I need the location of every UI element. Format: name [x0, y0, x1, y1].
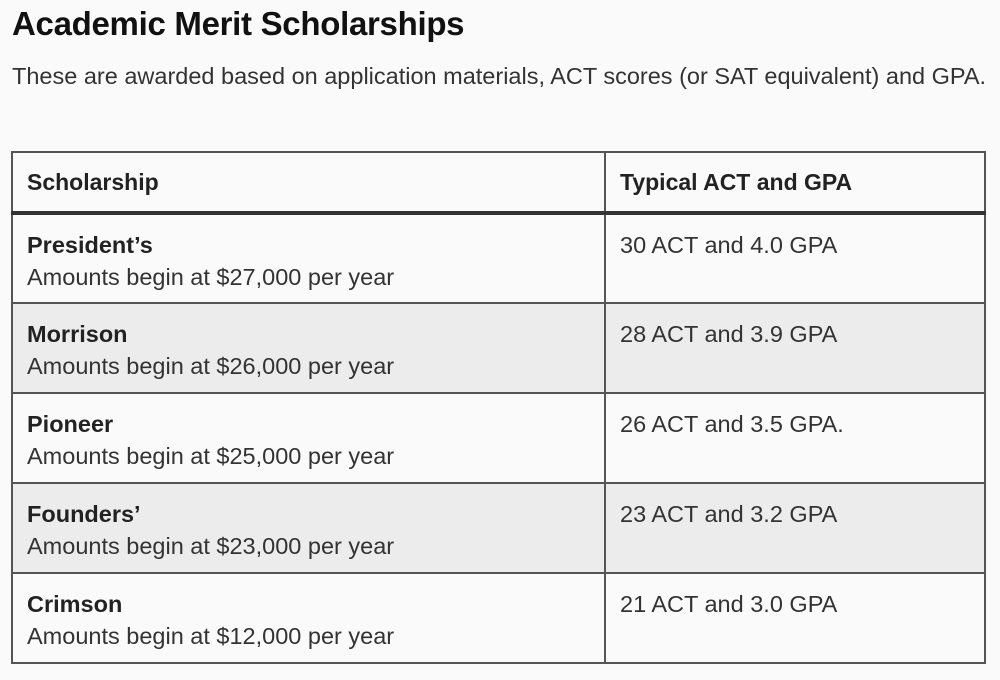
scholarship-amount: Amounts begin at $27,000 per year	[27, 264, 395, 290]
column-header-scholarship: Scholarship	[12, 152, 605, 213]
table-row	[12, 393, 985, 483]
page-title: Academic Merit Scholarships	[12, 5, 465, 42]
requirement-cell: 21 ACT and 3.0 GPA	[605, 573, 985, 663]
scholarship-cell	[12, 393, 605, 483]
table-header-row	[12, 152, 985, 213]
table-row	[12, 483, 985, 573]
table-row	[12, 573, 985, 663]
scholarship-cell	[12, 303, 605, 393]
column-header-act-gpa: Typical ACT and GPA	[605, 152, 985, 213]
table-header	[12, 152, 985, 213]
scholarship-name: Pioneer	[27, 411, 114, 437]
scholarship-cell	[12, 213, 605, 303]
scholarship-amount: Amounts begin at $23,000 per year	[27, 533, 395, 559]
scholarship-name: Crimson	[27, 591, 123, 617]
table-row	[12, 213, 985, 303]
scholarship-cell	[12, 573, 605, 663]
requirement-cell: 26 ACT and 3.5 GPA.	[605, 393, 985, 483]
scholarship-name: President’s	[27, 232, 153, 258]
table-body	[12, 213, 985, 663]
requirement-cell: 30 ACT and 4.0 GPA	[605, 213, 985, 303]
scholarship-amount: Amounts begin at $26,000 per year	[27, 353, 395, 379]
scholarship-amount: Amounts begin at $12,000 per year	[27, 623, 395, 649]
scholarship-table	[11, 151, 986, 664]
scholarship-name: Founders’	[27, 501, 141, 527]
requirement-cell: 23 ACT and 3.2 GPA	[605, 483, 985, 573]
requirement-cell: 28 ACT and 3.9 GPA	[605, 303, 985, 393]
intro-text: These are awarded based on application materials, ACT scores (or SAT equivalent) and GPA.	[12, 63, 987, 89]
scholarship-cell	[12, 483, 605, 573]
table-row	[12, 303, 985, 393]
scholarship-amount: Amounts begin at $25,000 per year	[27, 443, 395, 469]
scholarship-name: Morrison	[27, 321, 128, 347]
